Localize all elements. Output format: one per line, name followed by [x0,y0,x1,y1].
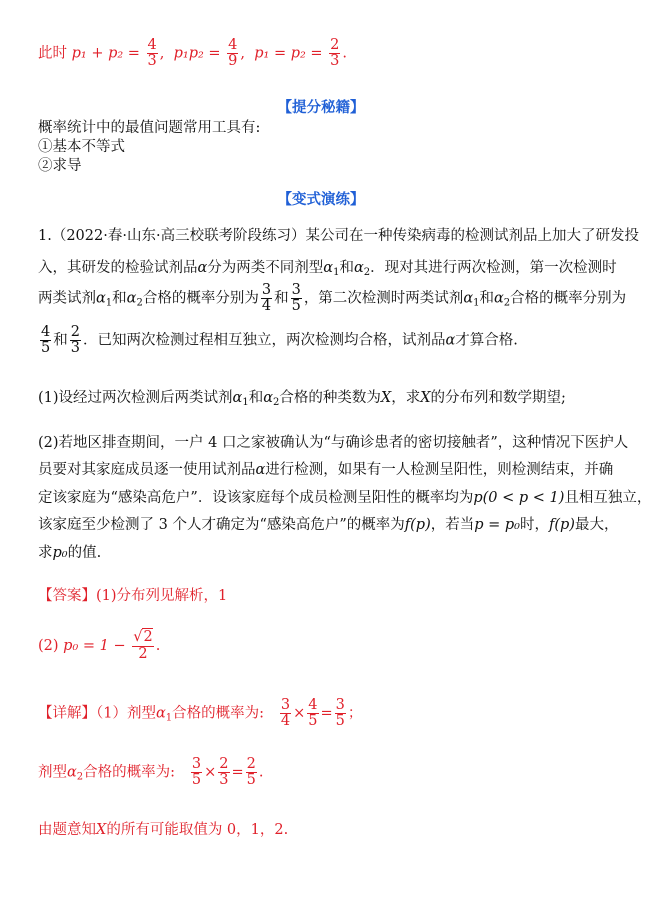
answer-line-2: (2) p₀ = 1 − $\frac{√2}{2}$ . [38,629,161,662]
detail-label: 【详解】 [38,705,96,722]
tips-intro: 概率统计中的最值问题常用工具有: [38,120,261,136]
problem-line-3: 两类试剂$\alpha_1$和$\alpha_2$合格的概率分别为 $\frac{3}{4}$ 和 $\frac{3}{5}$ ，第二次检测时两类试剂$\alpha_1$和$\alpha_2$合格的概率分别为 [38,282,627,315]
answer-label: 【答案】 [38,588,96,604]
prefix-text: 此时 [38,45,67,62]
question-2-line-2: 员要对其家庭成员逐一使用试剂品α进行检测，如果有一人检测呈阳性，则检测结束，并确 [38,462,614,478]
detail-line-2: 剂型$\alpha_2$合格的概率为: $\frac{3}{5}$ × $\frac{2}{3}$ = $\frac{2}{5}$ . [38,756,264,789]
answer-line-1: 【答案】(1)分布列见解析，1 [38,588,228,604]
question-2-line-5: 求p₀的值. [38,545,102,561]
fraction: $\frac{2}{3}$ [330,37,340,70]
tips-item-1: ①基本不等式 [38,139,125,155]
problem-line-2: 入，其研发的检验试剂品α分为两类不同剂型$\alpha_1$和$\alpha_2$．现对其进行两次检测，第一次检测时 [38,260,617,278]
question-2-line-1: (2)若地区排查期间，一户 4 口之家被确认为“与确诊患者的密切接触者”，这种情况下医护人 [38,435,629,451]
problem-line-4: $\frac{4}{5}$ 和 $\frac{2}{3}$ ．已知两次检测过程相互独立，两次检测均合格，试剂品α才算合格. [41,324,518,357]
detail-line-3: 由题意知X的所有可能取值为 0，1，2. [38,822,289,838]
question-1: (1)设经过两次检测后两类试剂$\alpha_1$和$\alpha_2$合格的种类数为X，求X的分布列和数学期望; [38,390,566,408]
question-2-line-3: 定该家庭为“感染高危户”．设该家庭每个成员检测呈阳性的概率均为p(0 < p < 1)且相互独立， [38,490,651,506]
question-2-line-4: 该家庭至少检测了 3 个人才确定为“感染高危户”的概率为f(p)，若当p = p₀时，f(p)最大， [38,517,619,533]
fraction: $\frac{4}{9}$ [228,37,238,70]
problem-line-1: 1.（2022·春·山东·高三校联考阶段练习）某公司在一种传染病毒的检测试剂品上加大了研发投 [38,228,640,244]
tips-item-2: ②求导 [38,158,82,174]
practice-heading: 【变式演练】 [277,191,365,208]
fraction: $\frac{4}{3}$ [147,37,157,70]
tips-heading: 【提分秘籍】 [277,99,365,116]
result-line: 此时 p₁ + p₂ = $\frac{4}{3}$ , p₁p₂ = $\frac{4}{9}$ , p₁ = p₂ = $\frac{2}{3}$ . [38,37,348,70]
detail-line-1: 【详解】（1）剂型$\alpha_1$合格的概率为: $\frac{3}{4}$ × $\frac{4}{5}$ = $\frac{3}{5}$ ； [38,697,363,730]
